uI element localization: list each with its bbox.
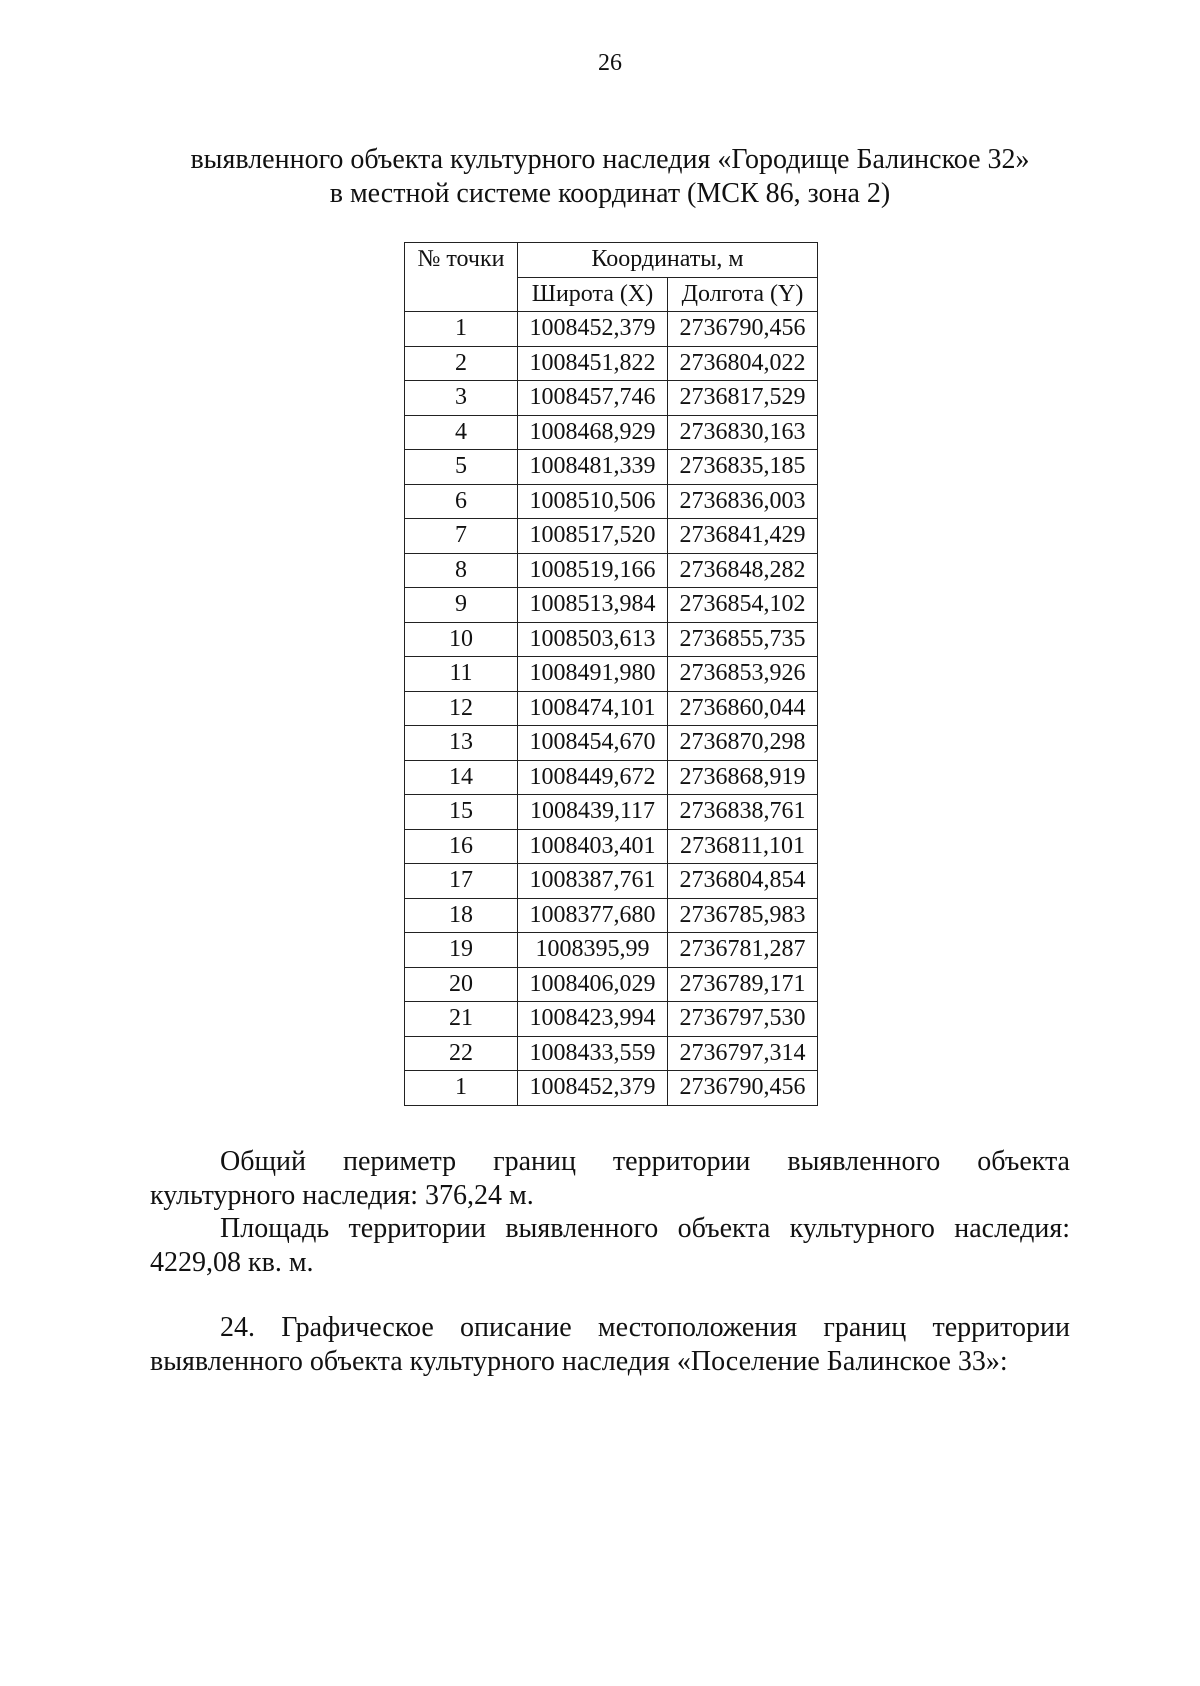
item-24-line-2: выявленного объекта культурного наследия «Поселение Балинское 33»: bbox=[150, 1346, 1008, 1377]
table-row bbox=[405, 967, 818, 1002]
page-number: 26 bbox=[598, 50, 622, 76]
longitude-y-cell: 2736785,983 bbox=[668, 898, 818, 933]
latitude-x-cell: 1008387,761 bbox=[518, 864, 668, 899]
point-number-cell: 4 bbox=[405, 415, 518, 450]
point-number-cell: 2 bbox=[405, 346, 518, 381]
latitude-x-cell: 1008510,506 bbox=[518, 484, 668, 519]
longitude-y-cell: 2736811,101 bbox=[668, 829, 818, 864]
latitude-x-cell: 1008503,613 bbox=[518, 622, 668, 657]
point-number-cell: 18 bbox=[405, 898, 518, 933]
coordinates-table bbox=[404, 242, 818, 1106]
point-number-cell: 7 bbox=[405, 519, 518, 554]
longitude-y-cell: 2736830,163 bbox=[668, 415, 818, 450]
perimeter-paragraph bbox=[150, 1145, 1070, 1213]
table-row bbox=[405, 760, 818, 795]
latitude-x-cell: 1008423,994 bbox=[518, 1002, 668, 1037]
point-number-cell: 20 bbox=[405, 967, 518, 1002]
latitude-x-cell: 1008468,929 bbox=[518, 415, 668, 450]
longitude-y-cell: 2736797,314 bbox=[668, 1036, 818, 1071]
point-number-cell: 3 bbox=[405, 381, 518, 416]
table-row bbox=[405, 346, 818, 381]
perimeter-line-2: культурного наследия: 376,24 м. bbox=[150, 1180, 534, 1211]
header-latitude-x: Широта (X) bbox=[518, 277, 668, 312]
area-line-1: Площадь территории выявленного объекта культурного наследия: bbox=[220, 1213, 1070, 1244]
latitude-x-cell: 1008449,672 bbox=[518, 760, 668, 795]
table-row bbox=[405, 726, 818, 761]
latitude-x-cell: 1008457,746 bbox=[518, 381, 668, 416]
point-number-cell: 21 bbox=[405, 1002, 518, 1037]
table-row bbox=[405, 864, 818, 899]
point-number-cell: 19 bbox=[405, 933, 518, 968]
latitude-x-cell: 1008517,520 bbox=[518, 519, 668, 554]
item-24-line-1: 24. Графическое описание местоположения границ территории bbox=[220, 1312, 1070, 1343]
header-coordinates: Координаты, м bbox=[518, 243, 818, 278]
longitude-y-cell: 2736790,456 bbox=[668, 312, 818, 347]
table-row bbox=[405, 450, 818, 485]
perimeter-line-1: Общий периметр границ территории выявленного объекта bbox=[220, 1146, 1070, 1177]
longitude-y-cell: 2736835,185 bbox=[668, 450, 818, 485]
longitude-y-cell: 2736789,171 bbox=[668, 967, 818, 1002]
table-row bbox=[405, 1036, 818, 1071]
heading-line-1: выявленного объекта культурного наследия «Городище Балинское 32» bbox=[190, 144, 1030, 175]
point-number-cell: 12 bbox=[405, 691, 518, 726]
point-number-cell: 14 bbox=[405, 760, 518, 795]
table-row bbox=[405, 312, 818, 347]
latitude-x-cell: 1008491,980 bbox=[518, 657, 668, 692]
longitude-y-cell: 2736868,919 bbox=[668, 760, 818, 795]
point-number-cell: 15 bbox=[405, 795, 518, 830]
longitude-y-cell: 2736836,003 bbox=[668, 484, 818, 519]
longitude-y-cell: 2736860,044 bbox=[668, 691, 818, 726]
longitude-y-cell: 2736804,022 bbox=[668, 346, 818, 381]
item-24-paragraph bbox=[150, 1311, 1070, 1379]
table-row bbox=[405, 381, 818, 416]
latitude-x-cell: 1008377,680 bbox=[518, 898, 668, 933]
table-row bbox=[405, 519, 818, 554]
table-row bbox=[405, 898, 818, 933]
longitude-y-cell: 2736790,456 bbox=[668, 1071, 818, 1106]
table-row bbox=[405, 588, 818, 623]
point-number-cell: 1 bbox=[405, 312, 518, 347]
longitude-y-cell: 2736853,926 bbox=[668, 657, 818, 692]
longitude-y-cell: 2736855,735 bbox=[668, 622, 818, 657]
table-row bbox=[405, 484, 818, 519]
table-row bbox=[405, 622, 818, 657]
header-point-number: № точки bbox=[405, 243, 518, 312]
latitude-x-cell: 1008519,166 bbox=[518, 553, 668, 588]
point-number-cell: 13 bbox=[405, 726, 518, 761]
point-number-cell: 10 bbox=[405, 622, 518, 657]
area-paragraph bbox=[150, 1212, 1070, 1280]
longitude-y-cell: 2736817,529 bbox=[668, 381, 818, 416]
point-number-cell: 5 bbox=[405, 450, 518, 485]
table-row bbox=[405, 1002, 818, 1037]
latitude-x-cell: 1008395,99 bbox=[518, 933, 668, 968]
latitude-x-cell: 1008474,101 bbox=[518, 691, 668, 726]
longitude-y-cell: 2736870,298 bbox=[668, 726, 818, 761]
table-row bbox=[405, 415, 818, 450]
table-row bbox=[405, 795, 818, 830]
longitude-y-cell: 2736841,429 bbox=[668, 519, 818, 554]
heading-line-2: в местной системе координат (МСК 86, зона 2) bbox=[329, 178, 891, 209]
latitude-x-cell: 1008451,822 bbox=[518, 346, 668, 381]
latitude-x-cell: 1008513,984 bbox=[518, 588, 668, 623]
table-row bbox=[405, 553, 818, 588]
point-number-cell: 17 bbox=[405, 864, 518, 899]
area-line-2: 4229,08 кв. м. bbox=[150, 1247, 314, 1278]
longitude-y-cell: 2736854,102 bbox=[668, 588, 818, 623]
latitude-x-cell: 1008481,339 bbox=[518, 450, 668, 485]
longitude-y-cell: 2736848,282 bbox=[668, 553, 818, 588]
latitude-x-cell: 1008433,559 bbox=[518, 1036, 668, 1071]
point-number-cell: 6 bbox=[405, 484, 518, 519]
longitude-y-cell: 2736838,761 bbox=[668, 795, 818, 830]
latitude-x-cell: 1008454,670 bbox=[518, 726, 668, 761]
table-row bbox=[405, 1071, 818, 1106]
latitude-x-cell: 1008406,029 bbox=[518, 967, 668, 1002]
table-row bbox=[405, 829, 818, 864]
point-number-cell: 1 bbox=[405, 1071, 518, 1106]
table-row bbox=[405, 657, 818, 692]
longitude-y-cell: 2736781,287 bbox=[668, 933, 818, 968]
point-number-cell: 8 bbox=[405, 553, 518, 588]
latitude-x-cell: 1008439,117 bbox=[518, 795, 668, 830]
longitude-y-cell: 2736797,530 bbox=[668, 1002, 818, 1037]
point-number-cell: 22 bbox=[405, 1036, 518, 1071]
latitude-x-cell: 1008403,401 bbox=[518, 829, 668, 864]
header-longitude-y: Долгота (Y) bbox=[668, 277, 818, 312]
longitude-y-cell: 2736804,854 bbox=[668, 864, 818, 899]
point-number-cell: 16 bbox=[405, 829, 518, 864]
coordinates-table-body bbox=[405, 312, 818, 1106]
table-row bbox=[405, 691, 818, 726]
point-number-cell: 11 bbox=[405, 657, 518, 692]
latitude-x-cell: 1008452,379 bbox=[518, 312, 668, 347]
table-row bbox=[405, 933, 818, 968]
point-number-cell: 9 bbox=[405, 588, 518, 623]
latitude-x-cell: 1008452,379 bbox=[518, 1071, 668, 1106]
